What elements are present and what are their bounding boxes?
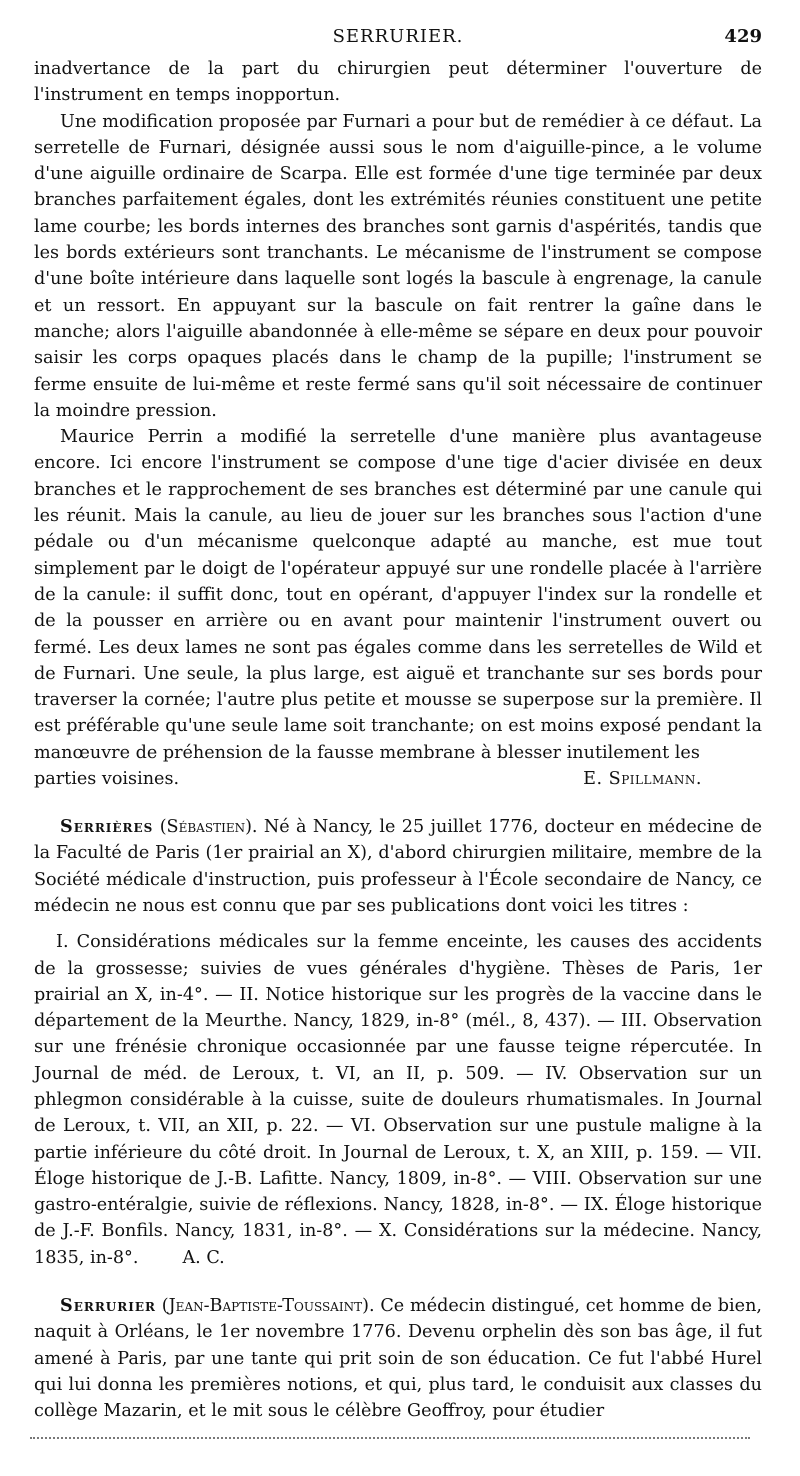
given-name: (Sébastien).	[159, 817, 258, 838]
given-name: (Jean-Baptiste-Toussaint).	[161, 1296, 375, 1317]
bibliography-list	[34, 929, 762, 1271]
entry-text: Né à Nancy, le 25 juillet 1776, docteur en médecine de la Faculté de Paris (1er prairial an X), d'abord chirurgien militaire, membre de la Société médicale d'instruction, puis professeur à l'École secondaire de Nancy, ce médecin ne nous est connu que par ses publications dont voici les titres :	[34, 817, 762, 916]
bibliography	[34, 929, 762, 1271]
entry-text: Ce médecin distingué, cet homme de bien, naquit à Orléans, le 1er novembre 1776. Devenu orphelin dès son bas âge, il fut amené à Paris, par une tante qui prit soin de son éducation. Ce fut l'abbé Hurel qui lui donna les premières notions, et qui, plus tard, le conduisit aux classes du collège Mazarin, et le mit sous le célèbre Geoffroy, pour étudier	[34, 1296, 762, 1422]
page-number: 429	[724, 26, 762, 47]
paragraph: Maurice Perrin a modifié la serretelle d'une manière plus avantageuse encore. Ici encore l'instrument se compose d'une tige d'acier divisée en deux branches et le rapprochement de ses branches est déterminé par une canule qui les réunit. Mais la canule, au lieu de jouer sur les branches sous l'action d'une pédale ou d'un mécanisme quelconque adapté au manche, est mue tout simplement par le doigt de l'opérateur appuyé sur une rondelle placée à l'arrière de la canule: il suffit donc, tout en opérant, d'appuyer l'index sur la rondelle et de la pousser en arrière ou en avant pour maintenir l'instrument ouvert ou fermé. Les deux lames ne sont pas égales comme dans les serretelles de Wild et de Furnari. Une seule, la plus large, est aiguë et tranchante sur ses bords pour traverser la cornée; l'autre plus petite et mousse se superpose sur la première. Il est préférable qu'une seule lame soit tranchante; on est moins exposé pendant la manœuvre de préhension de la fausse membrane à blesser inutilement les	[34, 427, 762, 763]
entry-serrurier	[34, 1293, 762, 1424]
author-initials: A. C.	[182, 1247, 225, 1268]
article-continuation	[34, 56, 762, 792]
running-head: SERRURIER.	[332, 26, 464, 47]
author-signature: E. Spillmann.	[583, 769, 702, 790]
paragraph: inadvertance de la part du chirurgien peut déterminer l'ouverture de l'instrument en temps inopportun.	[34, 59, 762, 106]
signature-line	[34, 766, 762, 792]
headword: Serrurier	[60, 1295, 156, 1317]
footer-rule	[30, 1437, 750, 1439]
headword: Serrières	[60, 816, 154, 838]
bibliography-text: I. Considérations médicales sur la femme enceinte, les causes des accidents de la grossesse; suivies de vues générales d'hygiène. Thèses de Paris, 1er prairial an X, in-4°. — II. Notice historique sur les progrès de la vaccine dans le département de la Meurthe. Nancy, 1829, in-8° (mél., 8, 437). — III. Observation sur une frénésie chronique occasionnée par une fausse teigne répercutée. In Journal de méd. de Leroux, t. VI, an II, p. 509. — IV. Observation sur un phlegmon considérable à la cuisse, suite de douleurs rhumatismales. In Journal de Leroux, t. VII, an XII, p. 22. — VI. Observation sur une pustule maligne à la partie inférieure du côté droit. In Journal de Leroux, t. X, an XIII, p. 159. — VII. Éloge historique de J.-B. Lafitte. Nancy, 1809, in-8°. — VIII. Observation sur une gastro-entéralgie, suivie de réflexions. Nancy, 1828, in-8°. — IX. Éloge historique de J.-F. Bonfils. Nancy, 1831, in-8°. — X. Considérations sur la médecine. Nancy, 1835, in-8°.	[34, 932, 762, 1268]
entry-paragraph	[34, 1293, 762, 1424]
paragraph-end: parties voisines.	[34, 769, 180, 790]
entry-paragraph	[34, 814, 762, 919]
page	[34, 26, 762, 1425]
entry-serrieres	[34, 814, 762, 1271]
page-header	[34, 26, 762, 56]
paragraph: Une modification proposée par Furnari a pour but de remédier à ce défaut. La serretelle de Furnari, désignée aussi sous le nom d'aiguille-pince, a le volume d'une aiguille ordinaire de Scarpa. Elle est formée d'une tige terminée par deux branches parfaitement égales, dont les extrémités réunies constituent une petite lame courbe; les bords internes des branches sont garnis d'aspérités, tandis que les bords extérieurs sont tranchants. Le mécanisme de l'instrument se compose d'une boîte intérieure dans laquelle sont logés la bascule à engrenage, la canule et un ressort. En appuyant sur la bascule on fait rentrer la gaîne dans le manche; alors l'aiguille abandonnée à elle-même se sépare en deux pour pouvoir saisir les corps opaques placés dans le champ de la pupille; l'instrument se ferme ensuite de lui-même et reste fermé sans qu'il soit nécessaire de continuer la moindre pression.	[34, 111, 762, 421]
